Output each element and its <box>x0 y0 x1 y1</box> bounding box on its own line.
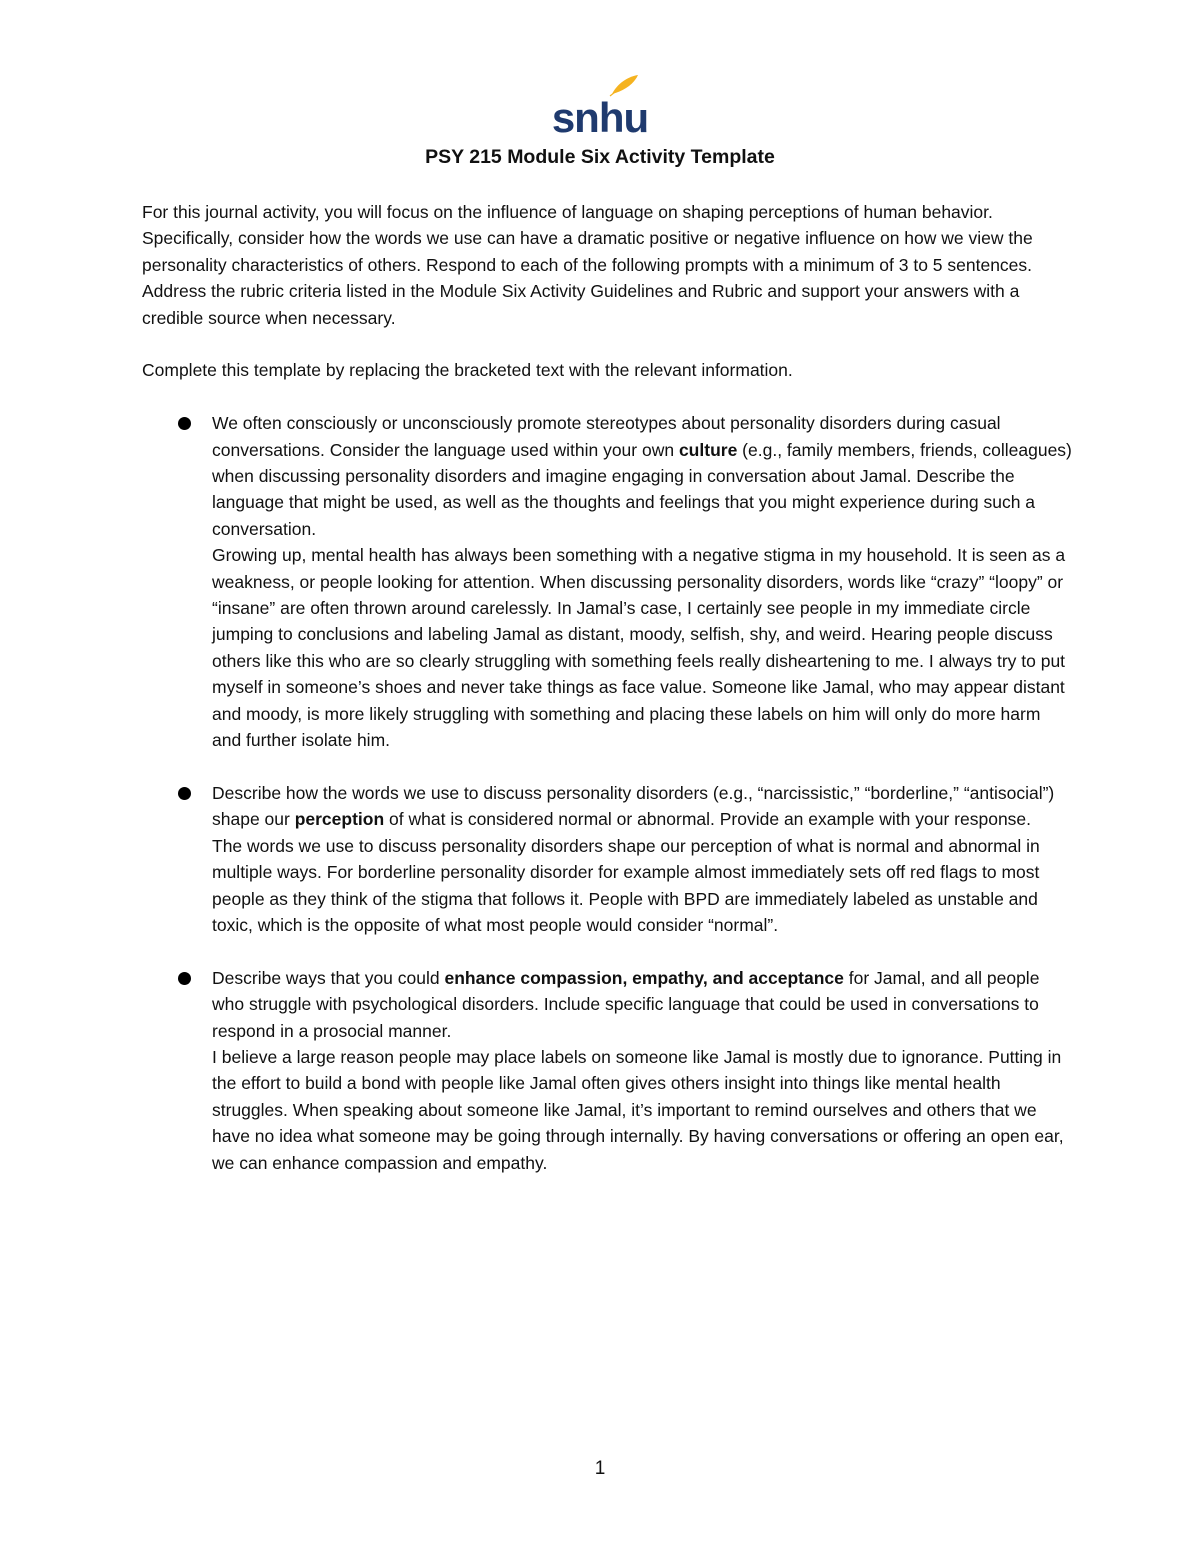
prompt-question: We often consciously or unconsciously promote stereotypes about personality disorders during casual conversations. Consider the language used within your own culture (e.g., family members, friends, colleagues) when discussing personality disorders and imagine engaging in conversation about Jamal. Describe the language that might be used, as well as the thoughts and feelings that you might experience during such a conversation. <box>212 413 1072 539</box>
prompt-item-2 <box>142 780 1072 938</box>
prompt-answer: I believe a large reason people may place labels on someone like Jamal is mostly due to ignorance. Putting in the effort to build a bond with people like Jamal often gives others insight into things like mental health struggles. When speaking about someone like Jamal, it’s important to remind ourselves and others that we have no idea what someone may be going through internally. By having conversations or offering an open ear, we can enhance compassion and empathy. <box>212 1046 1064 1173</box>
prompt-question: Describe how the words we use to discuss personality disorders (e.g., “narcissistic,” “borderline,” “antisocial”) shape our perception of what is considered normal or abnormal. Provide an example with your response. <box>212 782 1055 830</box>
prompt-list <box>142 410 1072 1176</box>
prompt-answer: The words we use to discuss personality disorders shape our perception of what is normal and abnormal in multiple ways. For borderline personality disorder for example almost immediately sets off red flags to most people as they think of the stigma that follows it. People with BPD are immediately labeled as unstable and toxic, which is the opposite of what most people would consider “normal”. <box>212 835 1040 935</box>
prompt-item-3 <box>142 965 1072 1176</box>
document-title: PSY 215 Module Six Activity Template <box>425 146 775 168</box>
logo-wordmark: snhu <box>551 94 649 138</box>
bullet-icon <box>178 417 191 430</box>
snhu-logo <box>550 72 650 138</box>
document-body <box>142 199 1072 1202</box>
prompt-answer: Growing up, mental health has always been something with a negative stigma in my household. It is seen as a weakness, or people looking for attention. When discussing personality disorders, words like “crazy” “loopy” or “insane” are often thrown around carelessly. In Jamal’s case, I certainly see people in my immediate circle jumping to conclusions and labeling Jamal as distant, moody, selfish, shy, and weird. Hearing people discuss others like this who are so clearly struggling with something feels really disheartening to me. I always try to put myself in someone’s shoes and never take things as face value. Someone like Jamal, who may appear distant and moody, is more likely struggling with something and placing these labels on him will only do more harm and further isolate him. <box>212 545 1066 751</box>
prompt-question: Describe ways that you could enhance compassion, empathy, and acceptance for Jamal, and all people who struggle with psychological disorders. Include specific language that could be used in conversations to respond in a prosocial manner. <box>212 967 1040 1041</box>
snhu-logo-graphic <box>550 72 650 138</box>
intro-paragraph: For this journal activity, you will focus on the influence of language on shaping perceptions of human behavior. Specifically, consider how the words we use can have a dramatic positive or negative influence on how we view the personality characteristics of others. Respond to each of the following prompts with a minimum of 3 to 5 sentences. Address the rubric criteria listed in the Module Six Activity Guidelines and Rubric and support your answers with a credible source when necessary. <box>142 202 1033 328</box>
instructions-paragraph: Complete this template by replacing the bracketed text with the relevant information. <box>142 360 793 381</box>
bullet-icon <box>178 972 191 985</box>
bullet-icon <box>178 787 191 800</box>
page-number: 1 <box>594 1458 606 1479</box>
prompt-item-1 <box>142 410 1072 753</box>
